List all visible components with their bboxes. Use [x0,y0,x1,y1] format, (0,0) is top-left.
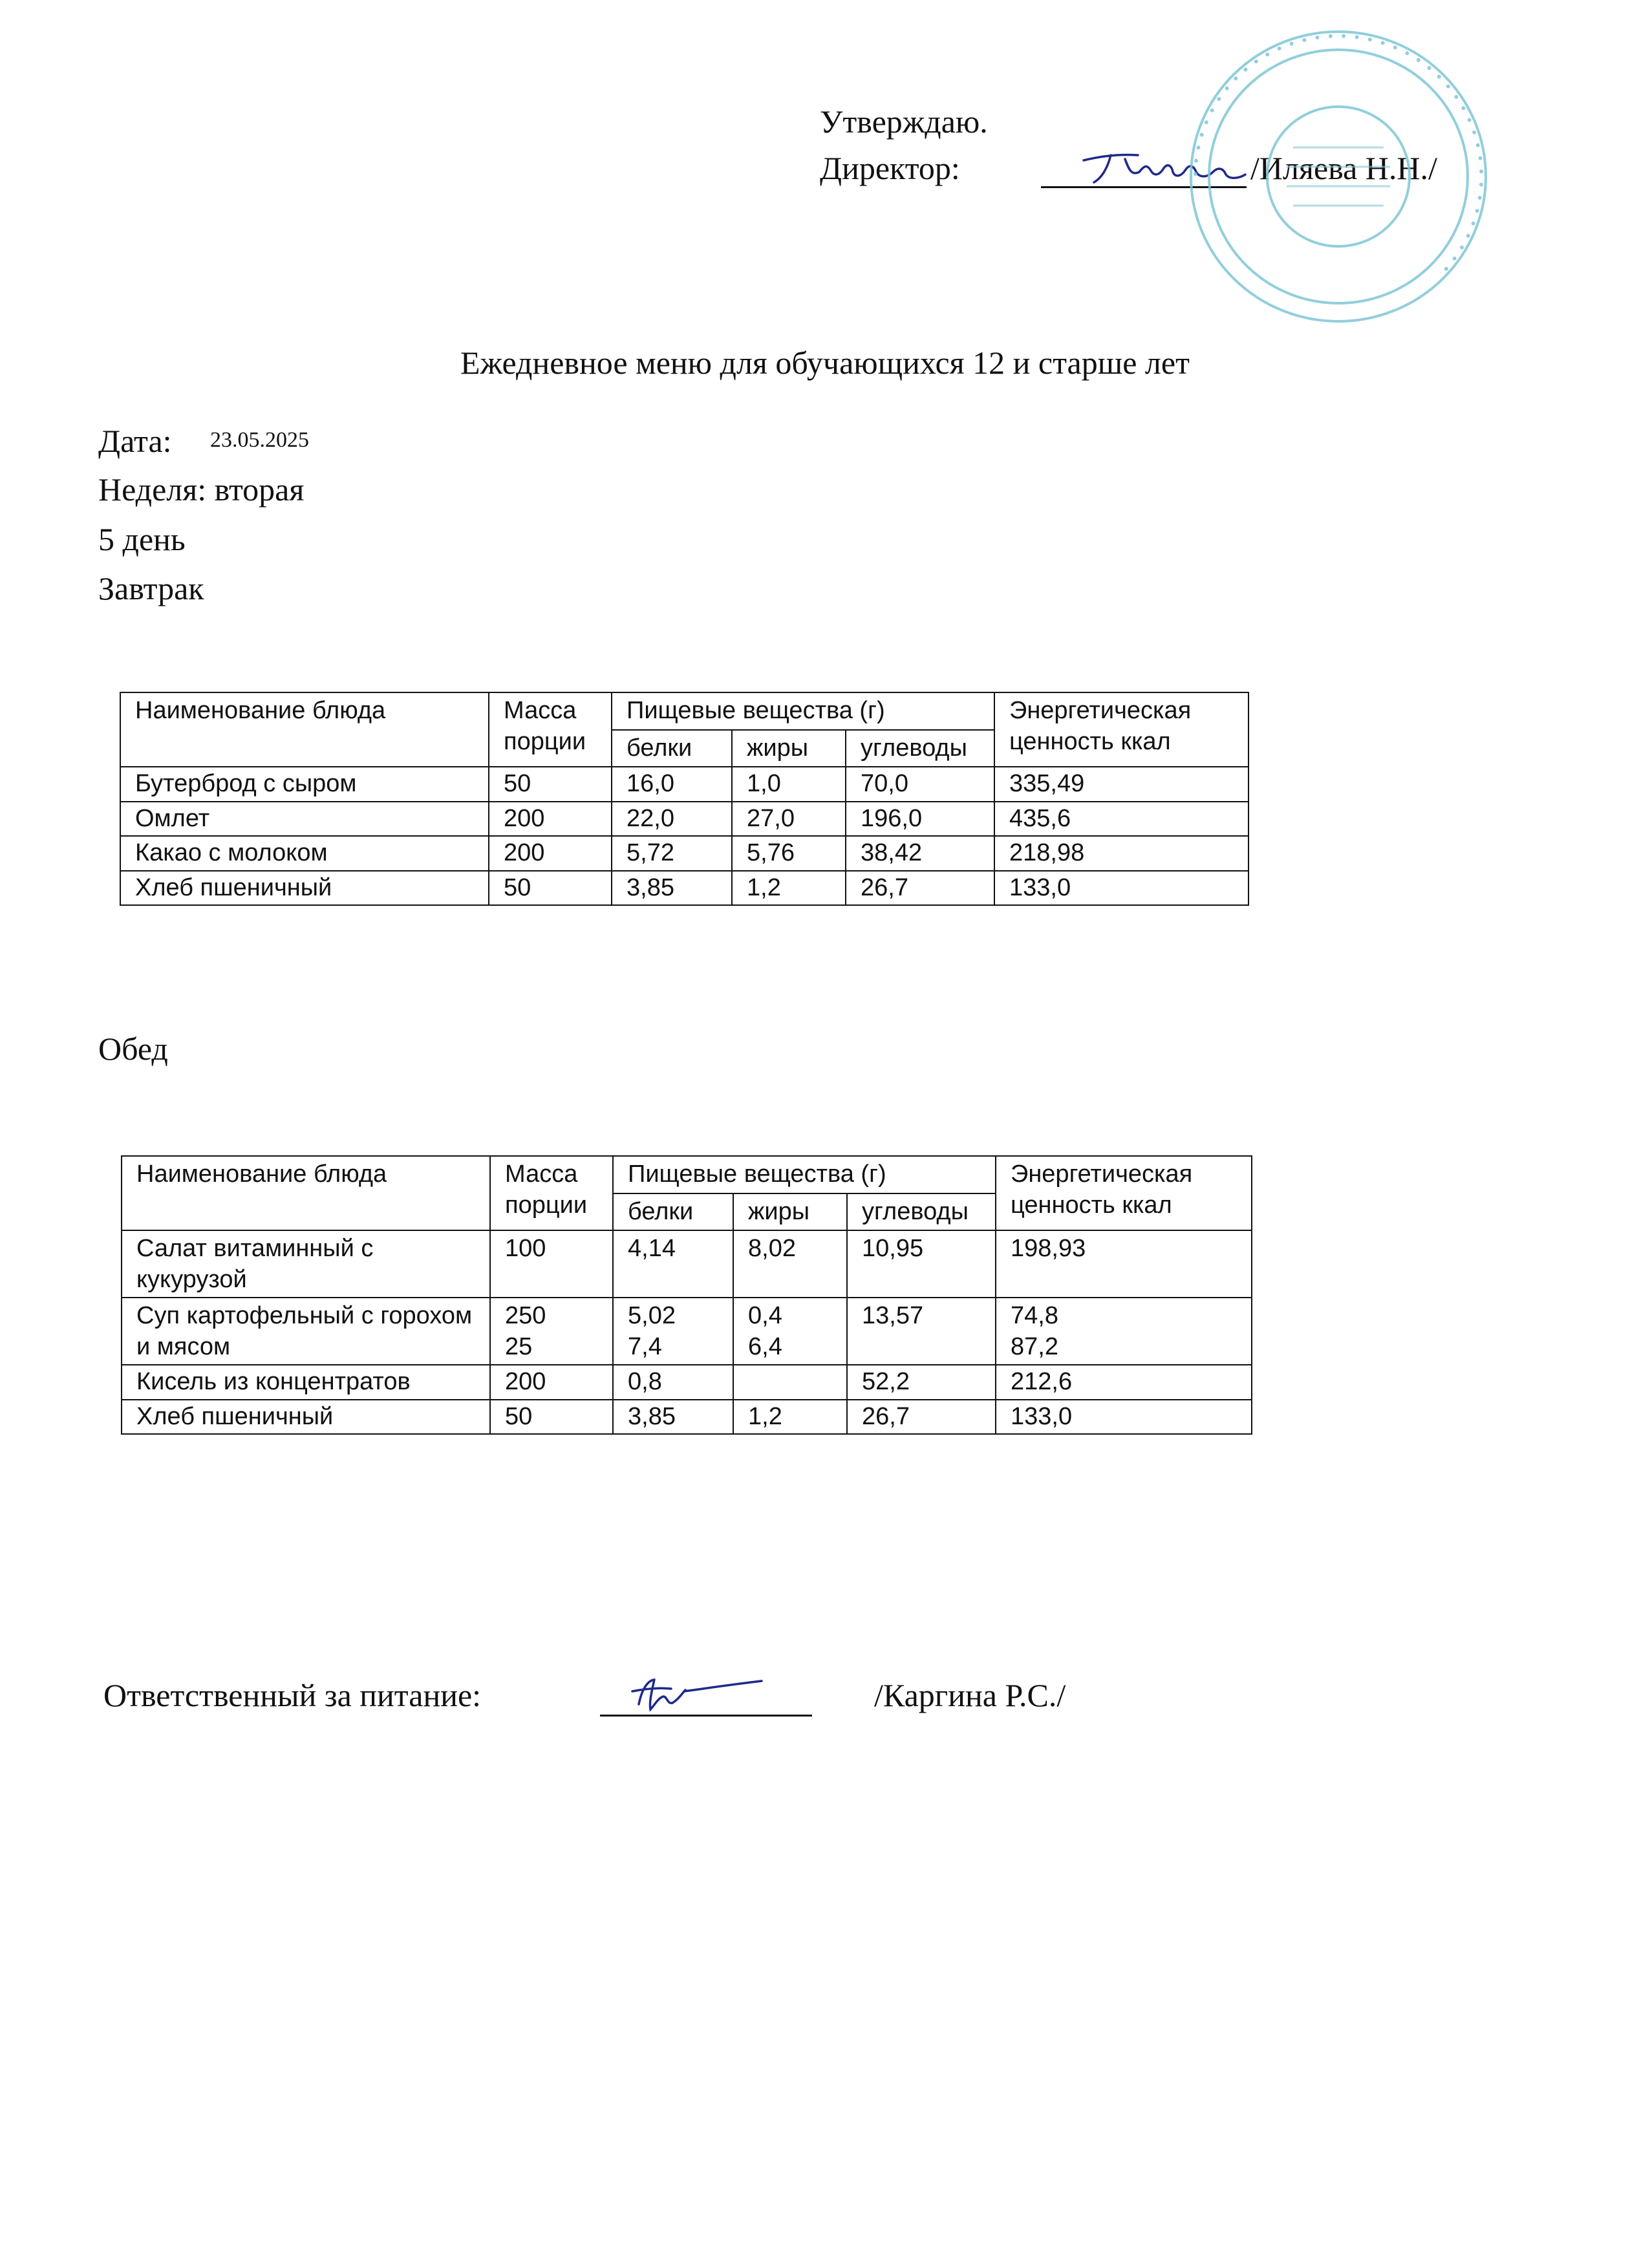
cell-energy: 133,0 [996,1400,1252,1435]
cell-mass: 200 [489,802,612,837]
cell-fat: 1,0 [732,767,846,802]
cell-carbs: 26,7 [847,1400,996,1435]
cell-dish: Бутерброд с сыром [120,767,489,802]
cell-mass: 250 25 [490,1298,613,1365]
table-row [120,767,1248,802]
header-energy: Энергетическая ценность ккал [996,1156,1252,1230]
cell-carbs: 70,0 [846,767,994,802]
cell-fat: 1,2 [733,1400,847,1435]
cell-fat: 0,4 6,4 [733,1298,847,1365]
cell-mass: 50 [489,767,612,802]
cell-fat: 5,76 [732,836,846,871]
responsible-name: /Каргина Р.С./ [874,1677,1066,1713]
cell-dish: Хлеб пшеничный [120,871,489,906]
cell-mass: 200 [490,1365,613,1400]
date-value: 23.05.2025 [210,428,309,452]
approval-title: Утверждаю. [820,103,988,140]
header-fat: жиры [732,730,846,767]
header-protein: белки [612,730,732,767]
cell-energy: 198,93 [996,1230,1252,1298]
cell-dish: Какао с молоком [120,836,489,871]
table-row [122,1400,1252,1435]
header-energy: Энергетическая ценность ккал [994,692,1248,767]
responsible-signature-line [600,1678,812,1717]
header-nutrients: Пищевые вещества (г) [612,692,994,730]
header-nutrients: Пищевые вещества (г) [613,1156,996,1193]
director-name: /Иляева Н.Н./ [1250,150,1437,186]
cell-carbs: 196,0 [846,802,994,837]
cell-dish: Суп картофельный с горохом и мясом [122,1298,490,1365]
cell-carbs: 13,57 [847,1298,996,1365]
cell-protein: 5,72 [612,836,732,871]
header-carbs: углеводы [847,1193,996,1231]
table-row [120,871,1248,906]
cell-dish: Салат витаминный с кукурузой [122,1230,490,1298]
table-row [120,836,1248,871]
cell-carbs: 52,2 [847,1365,996,1400]
breakfast-table [120,692,1249,906]
cell-protein: 5,02 7,4 [613,1298,733,1365]
svg-text:• • • • • • • • • • • • • • •: • • • • • • • • • • • • • • • • • • • • • • • • • • • • • • • • • • • • • • • • • • [1186,27,1490,278]
header-carbs: углеводы [846,730,994,767]
responsible-signature [613,1665,794,1724]
header-dish: Наименование блюда [120,692,489,767]
day-line: 5 день [98,521,186,557]
official-stamp [1183,25,1494,328]
cell-mass: 100 [490,1230,613,1298]
header-fat: жиры [733,1193,847,1231]
cell-fat: 8,02 [733,1230,847,1298]
table-row [122,1230,1252,1298]
cell-protein: 3,85 [613,1400,733,1435]
cell-dish: Хлеб пшеничный [122,1400,490,1435]
header-mass: Масса порции [489,692,612,767]
cell-energy: 74,8 87,2 [996,1298,1252,1365]
cell-mass: 50 [490,1400,613,1435]
header-dish: Наименование блюда [122,1156,490,1230]
cell-dish: Кисель из концентратов [122,1365,490,1400]
document-title: Ежедневное меню для обучающихся 12 и старше лет [460,345,1190,381]
table-row [122,1365,1252,1400]
cell-protein: 22,0 [612,802,732,837]
cell-fat [733,1365,847,1400]
cell-protein: 3,85 [612,871,732,906]
cell-dish: Омлет [120,802,489,837]
week-line: Неделя: вторая [98,471,305,508]
cell-energy: 218,98 [994,836,1248,871]
breakfast-heading: Завтрак [98,570,204,606]
lunch-table [121,1155,1252,1435]
cell-energy: 435,6 [994,802,1248,837]
cell-protein: 0,8 [613,1365,733,1400]
cell-energy: 212,6 [996,1365,1252,1400]
table-row [122,1298,1252,1365]
lunch-heading: Обед [98,1031,168,1067]
table-row [120,802,1248,837]
cell-fat: 1,2 [732,871,846,906]
header-mass: Масса порции [490,1156,613,1230]
cell-energy: 335,49 [994,767,1248,802]
cell-fat: 27,0 [732,802,846,837]
cell-energy: 133,0 [994,871,1248,906]
cell-protein: 4,14 [613,1230,733,1298]
cell-carbs: 38,42 [846,836,994,871]
director-label: Директор: [820,150,960,186]
cell-mass: 200 [489,836,612,871]
cell-carbs: 10,95 [847,1230,996,1298]
date-label: Дата: [98,423,172,459]
responsible-label: Ответственный за питание: [103,1677,482,1713]
cell-carbs: 26,7 [846,871,994,906]
cell-protein: 16,0 [612,767,732,802]
header-protein: белки [613,1193,733,1231]
cell-mass: 50 [489,871,612,906]
